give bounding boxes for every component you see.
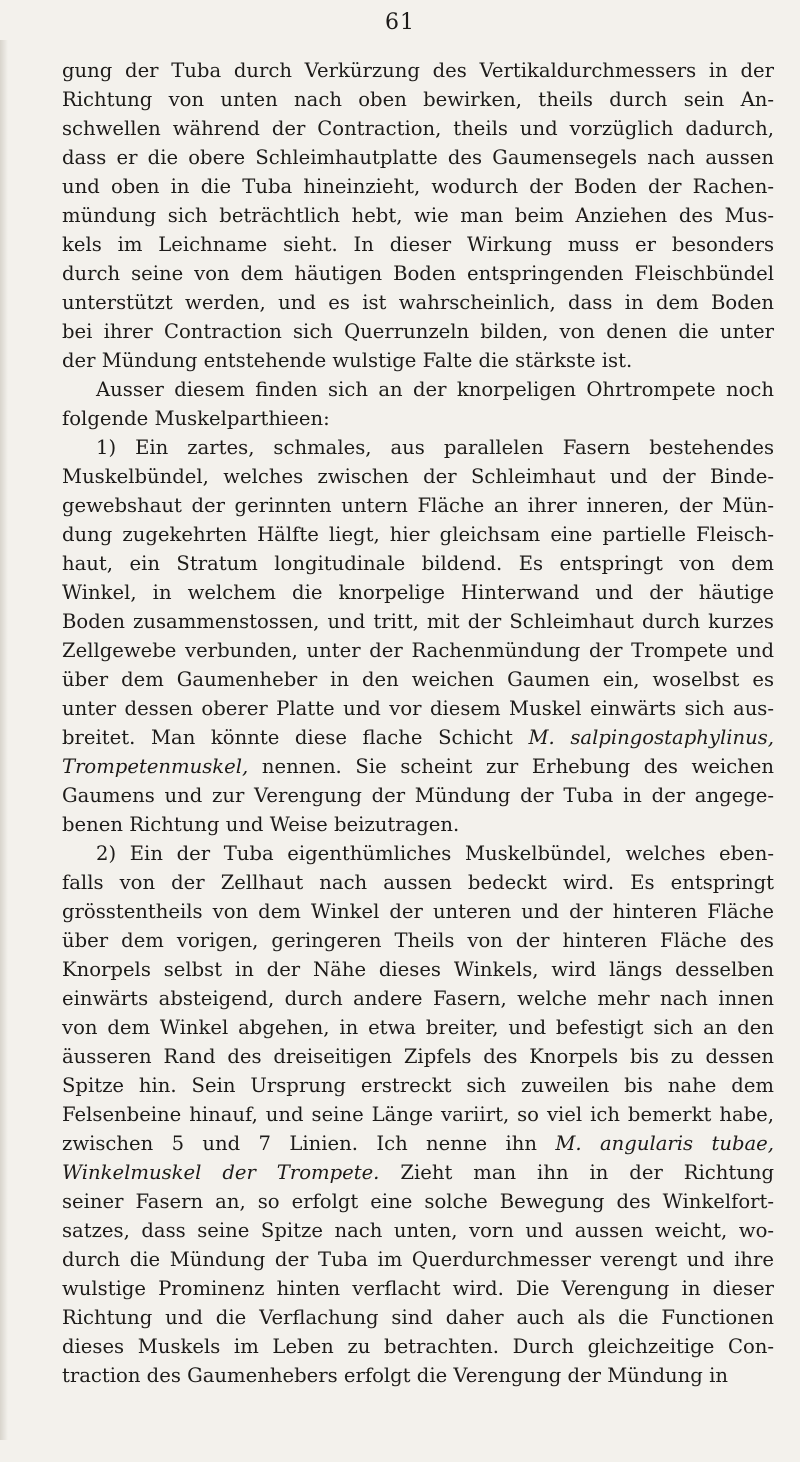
italic-term: M. angularis tubae, [555, 1132, 775, 1155]
text-line [62, 114, 774, 143]
text-segment: dieses Muskels im Leben zu betrachten. Durch gleichzeitige Con- [62, 1335, 774, 1358]
text-line [62, 56, 774, 85]
text-line [62, 1303, 774, 1332]
text-line [62, 839, 774, 868]
text-segment: gewebshaut der gerinnten untern Fläche an ihrer inneren, der Mün- [62, 494, 774, 517]
text-segment: nennen. Sie scheint zur Erhebung des weichen [248, 755, 774, 778]
text-segment: benen Richtung und Weise beizutragen. [62, 813, 460, 836]
text-segment: kels im Leichname sieht. In dieser Wirkung muss er besonders [62, 233, 774, 256]
text-line [62, 201, 774, 230]
text-segment: Muskelbündel, welches zwischen der Schleimhaut und der Binde- [62, 465, 774, 488]
text-line [62, 1332, 774, 1361]
text-line [62, 1071, 774, 1100]
text-line [62, 491, 774, 520]
text-segment: von dem Winkel abgehen, in etwa breiter, und befestigt sich an den [62, 1016, 774, 1039]
text-segment: seiner Fasern an, so erfolgt eine solche Bewegung des Winkelfort- [62, 1190, 774, 1213]
text-segment: grösstentheils von dem Winkel der unteren und der hinteren Fläche [62, 900, 774, 923]
text-segment: 2) Ein der Tuba eigenthümliches Muskelbündel, welches eben- [96, 842, 774, 865]
text-segment: durch seine von dem häutigen Boden entspringenden Fleischbündel [62, 262, 774, 285]
text-line [62, 259, 774, 288]
text-segment: falls von der Zellhaut nach aussen bedeckt wird. Es entspringt [62, 871, 774, 894]
text-line [62, 404, 774, 433]
text-segment: breitet. Man könnte diese flache Schicht [62, 726, 529, 749]
text-segment: der Mündung entstehende wulstige Falte die stärkste ist. [62, 349, 633, 372]
text-segment: Zellgewebe verbunden, unter der Rachenmündung der Trompete und [62, 639, 774, 662]
text-line [62, 897, 774, 926]
text-segment: dass er die obere Schleimhautplatte des Gaumensegels nach aussen [62, 146, 774, 169]
text-line [62, 549, 774, 578]
text-line [62, 1361, 774, 1390]
text-line [62, 462, 774, 491]
text-segment: dung zugekehrten Hälfte liegt, hier gleichsam eine partielle Fleisch- [62, 523, 774, 546]
text-line [62, 752, 774, 781]
text-segment: unter dessen oberer Platte und vor diesem Muskel einwärts sich aus- [62, 697, 774, 720]
text-line [62, 346, 774, 375]
text-segment: gung der Tuba durch Verkürzung des Vertikaldurchmessers in der [62, 59, 774, 82]
text-line [62, 955, 774, 984]
text-segment: satzes, dass seine Spitze nach unten, vorn und aussen weicht, wo- [62, 1219, 774, 1242]
text-line [62, 810, 774, 839]
text-segment: Felsenbeine hinauf, und seine Länge variirt, so viel ich bemerkt habe, [62, 1103, 774, 1126]
text-line [62, 520, 774, 549]
italic-term: M. salpingostaphylinus, [528, 726, 774, 749]
text-segment: traction des Gaumenhebers erfolgt die Verengung der Mündung in [62, 1364, 728, 1387]
italic-term: Winkelmuskel der Trompete. [62, 1161, 380, 1184]
text-segment: Ausser diesem finden sich an der knorpeligen Ohrtrompete noch [96, 378, 774, 401]
text-segment: zwischen 5 und 7 Linien. Ich nenne ihn [62, 1132, 556, 1155]
text-line [62, 665, 774, 694]
text-segment: einwärts absteigend, durch andere Fasern, welche mehr nach innen [62, 987, 774, 1010]
text-segment: Richtung und die Verflachung sind daher auch als die Functionen [62, 1306, 774, 1329]
text-segment: Knorpels selbst in der Nähe dieses Winkels, wird längs desselben [62, 958, 774, 981]
text-line [62, 1042, 774, 1071]
text-line [62, 1158, 774, 1187]
text-segment: mündung sich beträchtlich hebt, wie man beim Anziehen des Mus- [62, 204, 774, 227]
text-line [62, 317, 774, 346]
page-gutter-shadow [0, 40, 8, 1440]
text-line [62, 143, 774, 172]
text-line [62, 375, 774, 404]
text-segment: haut, ein Stratum longitudinale bildend. Es entspringt von dem [62, 552, 774, 575]
text-line [62, 433, 774, 462]
text-line [62, 1274, 774, 1303]
text-segment: unterstützt werden, und es ist wahrscheinlich, dass in dem Boden [62, 291, 774, 314]
text-segment: durch die Mündung der Tuba im Querdurchmesser verengt und ihre [62, 1248, 774, 1271]
text-line [62, 636, 774, 665]
text-line [62, 723, 774, 752]
text-segment: Gaumens und zur Verengung der Mündung der Tuba in der angege- [62, 784, 774, 807]
text-segment: 1) Ein zartes, schmales, aus parallelen Fasern bestehendes [96, 436, 774, 459]
text-line [62, 694, 774, 723]
text-segment: schwellen während der Contraction, theils und vorzüglich dadurch, [62, 117, 774, 140]
text-line [62, 172, 774, 201]
text-line [62, 781, 774, 810]
text-line [62, 1187, 774, 1216]
italic-term: Trompetenmuskel, [62, 755, 249, 778]
text-line [62, 926, 774, 955]
text-line [62, 85, 774, 114]
text-segment: Richtung von unten nach oben bewirken, theils durch sein An- [62, 88, 774, 111]
text-segment: Spitze hin. Sein Ursprung erstreckt sich zuweilen bis nahe dem [62, 1074, 774, 1097]
text-segment: äusseren Rand des dreiseitigen Zipfels des Knorpels bis zu dessen [62, 1045, 774, 1068]
text-segment: über dem Gaumenheber in den weichen Gaumen ein, woselbst es [62, 668, 774, 691]
text-line [62, 1129, 774, 1158]
text-line [62, 1216, 774, 1245]
text-line [62, 578, 774, 607]
text-segment: Zieht man ihn in der Richtung [379, 1161, 774, 1184]
page-number: 61 [385, 10, 415, 35]
text-line [62, 984, 774, 1013]
text-line [62, 1245, 774, 1274]
text-line [62, 288, 774, 317]
text-segment: folgende Muskelparthieen: [62, 407, 330, 430]
text-line [62, 607, 774, 636]
text-line [62, 230, 774, 259]
text-segment: wulstige Prominenz hinten verflacht wird. Die Verengung in dieser [62, 1277, 774, 1300]
body-text [62, 56, 774, 1390]
text-segment: bei ihrer Contraction sich Querrunzeln bilden, von denen die unter [62, 320, 774, 343]
text-line [62, 1013, 774, 1042]
text-line [62, 1100, 774, 1129]
text-segment: Winkel, in welchem die knorpelige Hinterwand und der häutige [62, 581, 774, 604]
text-segment: Boden zusammenstossen, und tritt, mit der Schleimhaut durch kurzes [62, 610, 774, 633]
text-line [62, 868, 774, 897]
text-segment: und oben in die Tuba hineinzieht, wodurch der Boden der Rachen- [62, 175, 774, 198]
text-segment: über dem vorigen, geringeren Theils von der hinteren Fläche des [62, 929, 774, 952]
